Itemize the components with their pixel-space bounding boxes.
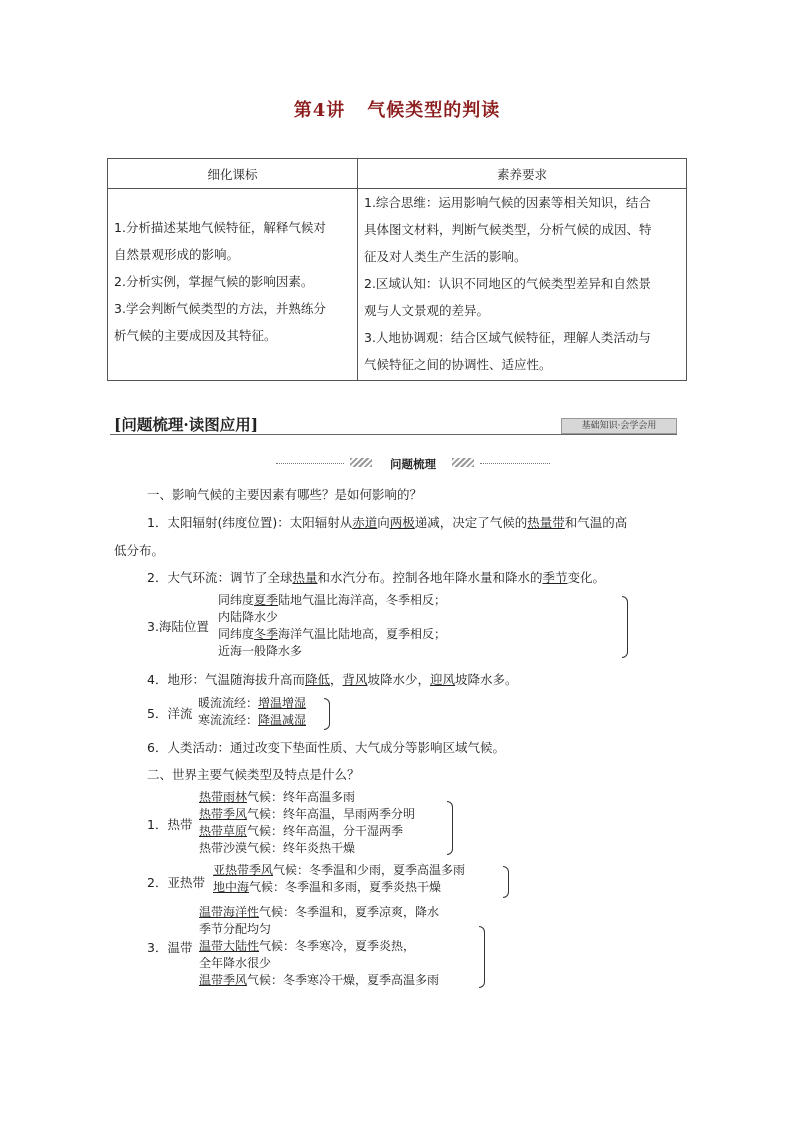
table-header-literacy: 素养要求 bbox=[358, 159, 687, 189]
bracket bbox=[324, 698, 330, 730]
curriculum-standards-table bbox=[107, 158, 687, 381]
section-heading: [问题梳理·读图应用] bbox=[114, 415, 259, 434]
stripe-ornament-left bbox=[350, 458, 372, 467]
factor-human-activity: 6．人类活动：通过改变下垫面性质、大气成分等影响区域气候。 bbox=[147, 740, 505, 755]
section-badge: 基础知识·会学会用 bbox=[561, 418, 677, 434]
subsection-heading: 问题梳理 bbox=[390, 457, 436, 471]
bracket bbox=[479, 926, 485, 988]
literacy-cell: 1.综合思维：运用影响气候的因素等相关知识，结合 具体图文材料，判断气候类型，分析气候的成因、特 征及对人类生产生活的影响。 2.区域认知：认识不同地区的气候类型差异和自然景 观与人文景观的差异。 3.人地协调观：结合区域气候特征，理解人类活动与 气候特征之间的协调性、适应性。 bbox=[358, 189, 687, 381]
stripe-ornament-right bbox=[452, 458, 474, 467]
factor-terrain: 4．地形：气温随海拔升高而降低，背风坡降水少，迎风坡降水多。 bbox=[147, 672, 518, 687]
bracket bbox=[503, 866, 509, 898]
page-title: 第4讲 气候类型的判读 bbox=[293, 100, 501, 121]
standards-cell: 1.分析描述某地气候特征，解释气候对 自然景观形成的影响。 2.分析实例，掌握气候的影响因素。 3.学会判断气候类型的方法，并熟练分 析气候的主要成因及其特征。 bbox=[108, 189, 358, 381]
factor-solar-radiation: 1．太阳辐射(纬度位置)：太阳辐射从赤道向两极递减，决定了气候的热量带和气温的高 bbox=[147, 515, 628, 530]
subsection-divider bbox=[276, 456, 550, 470]
section-divider bbox=[110, 434, 677, 435]
table-header-standards: 细化课标 bbox=[108, 159, 358, 189]
bracket bbox=[622, 596, 628, 658]
question-two: 二、世界主要气候类型及特点是什么？ bbox=[147, 767, 360, 782]
question-one: 一、影响气候的主要因素有哪些？是如何影响的？ bbox=[147, 487, 423, 502]
bracket bbox=[447, 801, 453, 855]
factor-atmospheric-circulation: 2．大气环流：调节了全球热量和水汽分布。控制各地年降水量和降水的季节变化。 bbox=[147, 570, 606, 585]
